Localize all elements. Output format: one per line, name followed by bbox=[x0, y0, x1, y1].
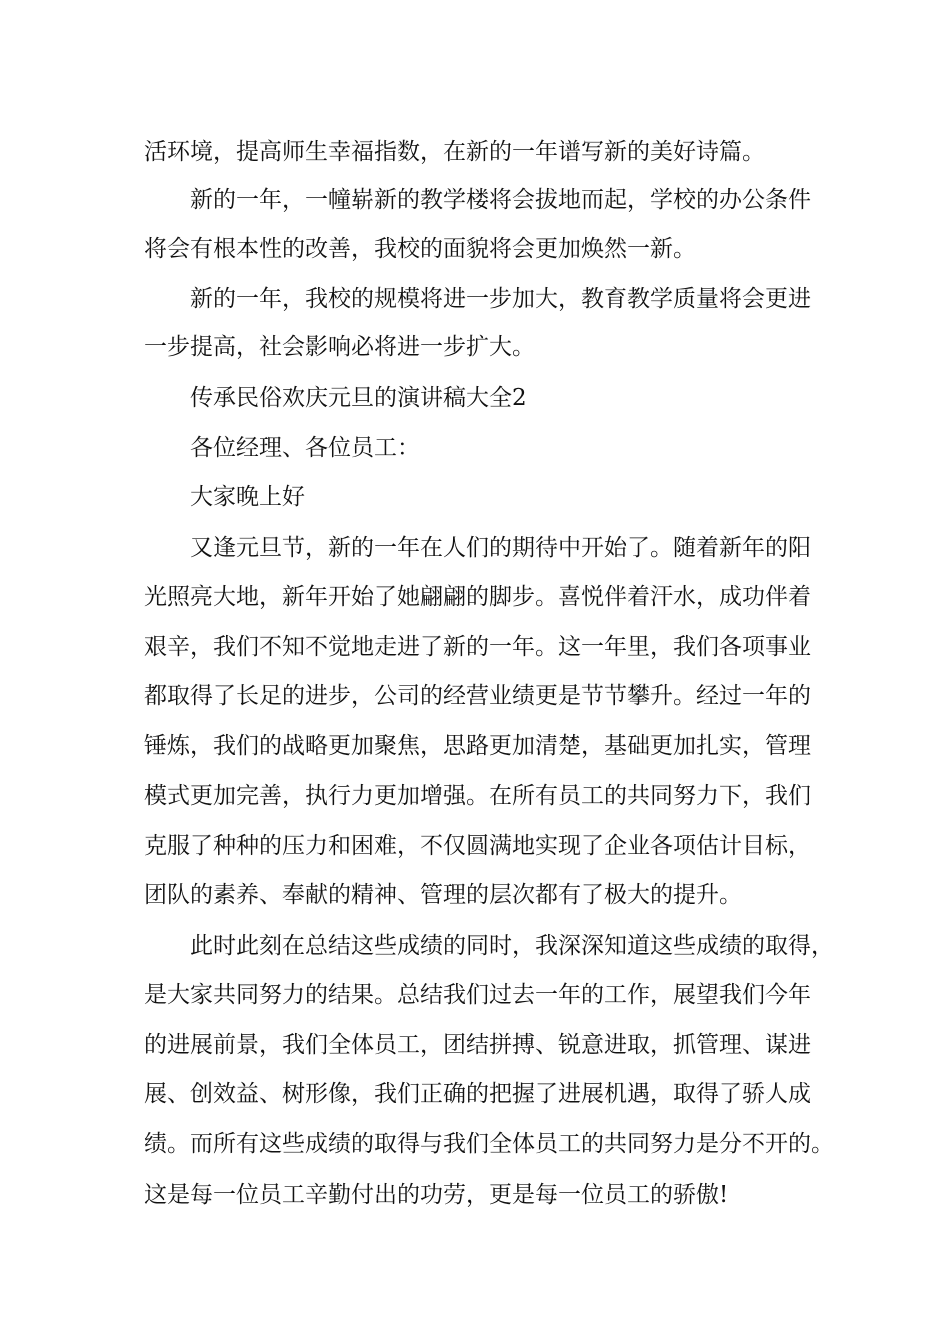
text-line: 此时此刻在总结这些成绩的同时，我深深知道这些成绩的取得， bbox=[190, 933, 834, 959]
text-line: 新的一年，我校的规模将进一步加大，教育教学质量将会更进 bbox=[190, 286, 811, 312]
text-line: 是大家共同努力的结果。总结我们过去一年的工作，展望我们今年 bbox=[144, 982, 811, 1008]
section-heading: 传承民俗欢庆元旦的演讲稿大全2 bbox=[190, 385, 527, 411]
text-line: 活环境，提高师生幸福指数，在新的一年谱写新的美好诗篇。 bbox=[144, 139, 765, 165]
text-line: 展、创效益、树形像，我们正确的把握了进展机遇，取得了骄人成 bbox=[144, 1081, 811, 1107]
text-line: 绩。而所有这些成绩的取得与我们全体员工的共同努力是分不开的。 bbox=[144, 1131, 834, 1157]
text-line: 将会有根本性的改善，我校的面貌将会更加焕然一新。 bbox=[144, 236, 696, 262]
text-line: 克服了种种的压力和困难，不仅圆满地实现了企业各项估计目标， bbox=[144, 833, 811, 859]
text-line: 的进展前景，我们全体员工，团结拼搏、锐意进取，抓管理、谋进 bbox=[144, 1032, 811, 1058]
text-line: 又逢元旦节，新的一年在人们的期待中开始了。随着新年的阳 bbox=[190, 535, 811, 561]
text-line: 艰辛，我们不知不觉地走进了新的一年。这一年里，我们各项事业 bbox=[144, 634, 811, 660]
text-line: 模式更加完善，执行力更加增强。在所有员工的共同努力下，我们 bbox=[144, 783, 811, 809]
text-line: 团队的素养、奉献的精神、管理的层次都有了极大的提升。 bbox=[144, 882, 742, 908]
text-line: 锤炼，我们的战略更加聚焦，思路更加清楚，基础更加扎实，管理 bbox=[144, 733, 811, 759]
text-line: 新的一年，一幢崭新的教学楼将会拔地而起，学校的办公条件 bbox=[190, 187, 811, 213]
text-line: 光照亮大地，新年开始了她翩翩的脚步。喜悦伴着汗水，成功伴着 bbox=[144, 584, 811, 610]
text-line: 都取得了长足的进步，公司的经营业绩更是节节攀升。经过一年的 bbox=[144, 683, 811, 709]
text-line: 一步提高，社会影响必将进一步扩大。 bbox=[144, 334, 535, 360]
text-line: 这是每一位员工辛勤付出的功劳，更是每一位员工的骄傲! bbox=[144, 1182, 729, 1208]
greeting: 大家晚上好 bbox=[190, 484, 305, 510]
salutation: 各位经理、各位员工： bbox=[190, 435, 420, 461]
